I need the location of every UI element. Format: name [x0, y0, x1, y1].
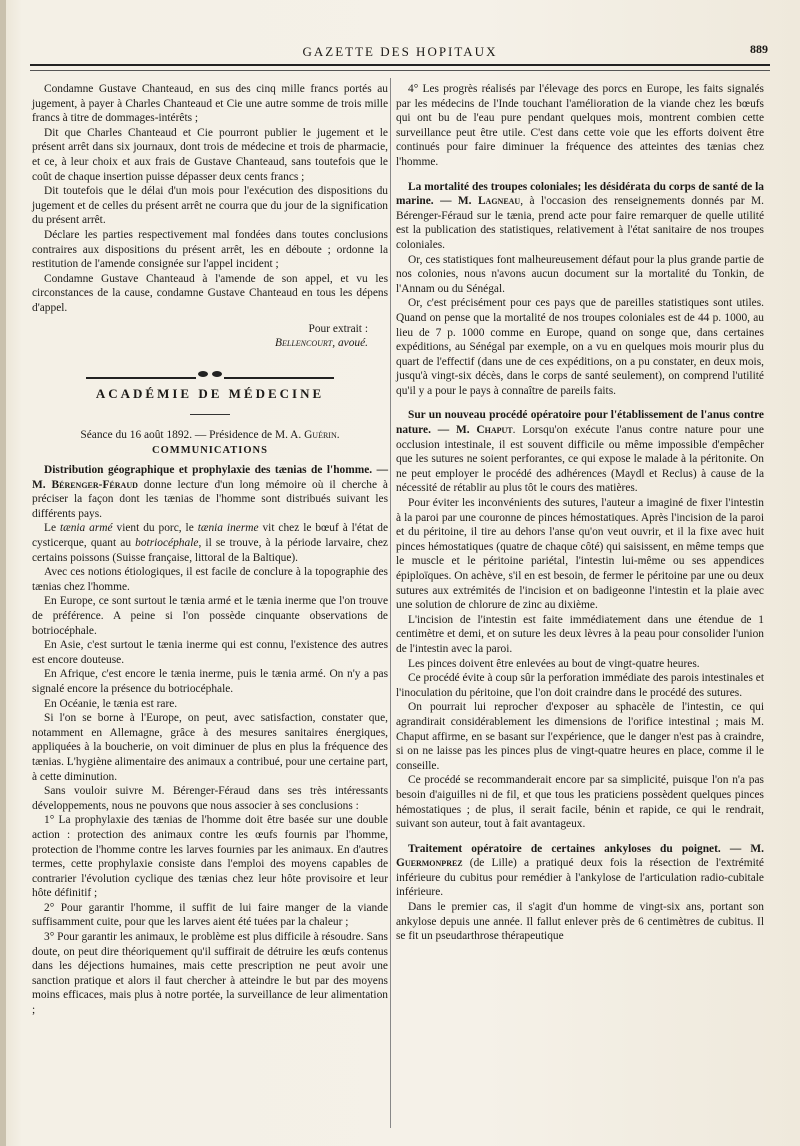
- article-title: Sur un nouveau procédé opératoire pour l'établissement de l'anus contre nature.: [396, 409, 764, 437]
- signer-name: Bellencourt: [275, 337, 333, 350]
- paragraph: Condamne Gustave Chanteaud à l'amende de son appel, et vu les circonstances de la cause, condamne Gustave Chanteaud en tous les dépens d'appel.: [32, 272, 388, 314]
- article-author: — M. Guermonprez: [396, 842, 764, 870]
- paragraph: La mortalité des troupes coloniales; les désidérata du corps de santé de la marine. — M. Lagneau, à l'occasion des renseignements donnés par M. Bérenger-Féraud sur le tænia, prend acte pour faire remarquer de quelle utilité est la publication des statistiques, relativement à l'état sanitaire de nos troupes coloniales.: [396, 180, 765, 251]
- heading-dash: [32, 405, 388, 420]
- paragraph: Pour éviter les inconvénients des sutures, l'auteur a imaginé de fixer l'intestin à la paroi par une couronne de pinces hémostatiques. Après l'incision de la paroi et du péritoine, il tire au dehors l'anse qu'on veut ouvrir, et il la fixe avec huit pinces hémostatiques (quatre de chaque côté) qui saisissent, en même temps que le muscle et le péritoine pariétal, l'intestin lui-même ou ses appendices épiploïques. On achève, s'il en est besoin, de fermer le péritoine par une ou deux sutures aux extrémités de l'incision et on badigeonne l'intestin et la plaie avec une solution de chlorure de zinc au dixième.: [396, 497, 764, 612]
- article-author: — M. Chaput: [437, 424, 513, 437]
- paragraph: 1° La prophylaxie des tænias de l'homme doit être basée sur une double action : protection des animaux contre les œufs fournis par l'homme, protection de l'homme contre les larves fournies par les animaux. En d'autres termes, cette prophylaxie consiste dans l'emploi des moyens capables de contrarier l'évolution cyclique des tænias chez leur hôte provisoire et leur hôte définitif ;: [32, 814, 388, 900]
- communications-heading: COMMUNICATIONS: [152, 445, 268, 457]
- paragraph: Or, ces statistiques font malheureusement défaut pour la plus grande partie de nos colonies, nous n'avons aucun document sur la mortalité du Tonkin, de l'Annam ou du Sénégal.: [396, 253, 764, 295]
- paragraph: 4° Les progrès réalisés par l'élevage des porcs en Europe, les faits signalés par les médecins de l'Inde touchant l'amélioration de la viande chez les bœufs qui ont bu de l'eau pure pendant quelques mois, montrent combien cette surveillance peut être utile. C'est dans cette voie que les efforts doivent être continués pour faire diminuer la fréquence des atteintes des tænias chez l'homme.: [396, 83, 764, 168]
- paragraph: Déclare les parties respectivement mal fondées dans toutes conclusions contraires aux dispositions du présent arrêt, les en déboute ; ordonne la restitution de l'amende consignée sur l'appel incident ;: [32, 228, 388, 271]
- paragraph: Sur un nouveau procédé opératoire pour l'établissement de l'anus contre nature. — M. Chaput. Lorsqu'on exécute l'anus contre nature pour une occlusion intestinale, il est souvent difficile ou même impossible d'empêcher que les sutures ne soient perforantes, ce qui expose le malade à la péritonite. On ne peut employer le procédé des adhérences (Maydl et Reclus) à cause de la nécessité de rétablir au plus tôt le cours des matières.: [396, 409, 764, 495]
- signature-block: [32, 322, 368, 351]
- paragraph: L'incision de l'intestin est faite immédiatement dans une étendue de 1 centimètre et demi, et on suture les deux lèvres à la peau pour consolider l'union de l'intestin avec la paroi.: [396, 613, 764, 655]
- paragraph: 2° Pour garantir l'homme, il suffit de lui faire manger de la viande suffisamment cuite, pour que les larves aient été tuées par la chaleur ;: [32, 901, 388, 929]
- journal-title: GAZETTE DES HOPITAUX: [302, 44, 498, 59]
- paragraph: Condamne Gustave Chanteaud, en sus des cinq mille francs portés au jugement, à payer à Charles Chanteaud et Cie une autre somme de trois mille francs à titre de dommages-intérêts ;: [32, 83, 388, 125]
- section-heading: ACADÉMIE DE MÉDECINE: [95, 385, 325, 401]
- paragraph: En Asie, c'est surtout le tænia inerme qui est connu, l'existence des autres est encore douteuse.: [32, 639, 388, 666]
- paragraph: On pourrait lui reprocher d'exposer au sphacèle de l'intestin, ce qui agrandirait considérablement les dimensions de l'orifice intestinal ; mais M. Chaput affirme, en se basant sur l'expérience, que le danger n'est pas à craindre, si on ne laisse pas les pinces plus de vingt-quatre heures en place, comme il le conseille.: [396, 701, 764, 772]
- header-rule-thin: [30, 70, 770, 71]
- article-author: — M. Bérenger-Féraud: [32, 464, 388, 491]
- signer-title: , avoué.: [332, 337, 368, 350]
- article-title: Traitement opératoire de certaines ankyloses du poignet.: [408, 842, 721, 855]
- paragraph: Traitement opératoire de certaines ankyloses du poignet. — M. Guermonprez (de Lille) a pratiqué deux fois la résection de l'extrémité inférieure du cubitus pour remédier à l'ankylose de l'articulation radio-cubitale inférieure.: [396, 842, 764, 899]
- page-number: 889: [750, 42, 768, 56]
- page-edge-shadow: [0, 0, 6, 1146]
- paragraph: 3° Pour garantir les animaux, le problème est plus difficile à résoudre. Sans doute, on peut dire théoriquement qu'il suffirait de détruire les œufs contenus dans les déjections humaines, mais cette prescription ne peut avoir une sanction pratique et alors il faut chercher à atteindre le but par des moyens moins efficaces, mais plus à notre portée, la surveillance de leur alimentation ;: [32, 931, 388, 1017]
- session-line: Séance du 16 août 1892. — Présidence de M. A. Guérin.: [80, 428, 340, 441]
- section-ornament: [32, 365, 388, 375]
- paragraph: Dit toutefois que le délai d'un mois pour l'exécution des dispositions du jugement et de celles du présent arrêt ne courra que du jour de la signification du présent arrêt.: [32, 185, 388, 227]
- paragraph: Avec ces notions étiologiques, il est facile de conclure à la topographie des tænias chez l'homme.: [32, 566, 388, 593]
- paragraph: Distribution géographique et prophylaxie des tænias de l'homme. — M. Bérenger-Féraud donne lecture d'un long mémoire où il cherche à préciser la façon dont les tænias de l'homme sont distribués suivant les différents pays.: [32, 464, 388, 520]
- paragraph: Or, c'est précisément pour ces pays que de pareilles statistiques sont utiles. Quand on pense que la mortalité de nos troupes coloniales est de 44 p. 1000, au lieu de 7 p. 1000 comme en Europe, quand on songe que, dans certaines expéditions, au Sénégal par exemple, on a vu en quelques mois mourir plus du quart de l'effectif (dans une de ces expéditions, on a pu constater, en deux mois, jusqu'à vingt-six décès, dans le corps de santé seulement), on comprend l'utilité qu'il y a pour le pays à connaître de pareils faits.: [396, 297, 764, 397]
- paragraph: En Afrique, c'est encore le tænia inerme, puis le tænia armé. On n'y a pas signalé encore la présence du botriocéphale.: [32, 668, 388, 695]
- paragraph: En Europe, ce sont surtout le tænia armé et le tænia inerme que l'on trouve de préférence. A peine si l'on possède cinquante observations de botriocéphale.: [32, 595, 388, 637]
- paragraph: Sans vouloir suivre M. Bérenger-Féraud dans ses très intéressants développements, nous ne pouvons que nous associer à ses conclusions :: [32, 785, 388, 812]
- signer: [32, 336, 368, 351]
- paragraph: Le tænia armé vient du porc, le tænia inerme vit chez le bœuf à l'état de cysticerque, quant au botriocéphale, il se trouve, à la période larvaire, chez certains poissons (Suisse française, littoral de la Baltique).: [32, 522, 388, 564]
- paragraph: Dans le premier cas, il s'agit d'un homme de vingt-six ans, portant son ankylose depuis une année. Il fallut enlever près de 6 centimètres de cubitus. Il se fit un pseudarthrose thérapeutique: [396, 901, 764, 943]
- paragraph: Dit que Charles Chanteaud et Cie pourront publier le jugement et le présent arrêt dans six journaux, dont trois de médecine et trois de pharmacie, et ce, à leur choix et aux frais de Gustave Chanteaud, sans toutefois que le coût de chaque insertion puisse dépasser deux cents francs ;: [32, 126, 388, 183]
- extract-label: Pour extrait :: [308, 322, 368, 335]
- left-column: [32, 82, 388, 1018]
- page-header: [30, 40, 770, 62]
- article-title: La mortalité des troupes coloniales; les désidérata du corps de santé de la marine.: [396, 180, 764, 208]
- paragraph: Ce procédé se recommanderait encore par sa simplicité, puisque l'on n'a pas besoin d'aiguilles ni de fil, et que tous les praticiens possèdent quelques pinces hémostatiques ; de plus, il serait facile, bénin et rapide, ce qui le rendrait, suivant son auteur, tout à fait avantageux.: [396, 774, 764, 831]
- paragraph: Ce procédé évite à coup sûr la perforation immédiate des parois intestinales et l'inoculation du péritoine, que l'on doit craindre dans le procédé des sutures.: [396, 672, 764, 699]
- article-title: Distribution géographique et prophylaxie des tænias de l'homme.: [44, 464, 373, 477]
- paragraph: Si l'on se borne à l'Europe, on peut, avec satisfaction, constater que, notamment en Allemagne, grâce à des mesures sanitaires énergiques, appliquées à la boucherie, on voit diminuer de plus en plus la fréquence des tænias. L'hygiène alimentaire des animaux a contribué, pour une certaine part, à cette diminution.: [32, 712, 388, 783]
- paragraph: En Océanie, le tænia est rare.: [44, 697, 178, 710]
- column-divider: [390, 78, 391, 1128]
- article-author: — M. Lagneau: [440, 195, 521, 208]
- header-rule-thick: [30, 64, 770, 66]
- right-column: [396, 82, 764, 944]
- paragraph: Les pinces doivent être enlevées au bout de vingt-quatre heures.: [408, 657, 700, 670]
